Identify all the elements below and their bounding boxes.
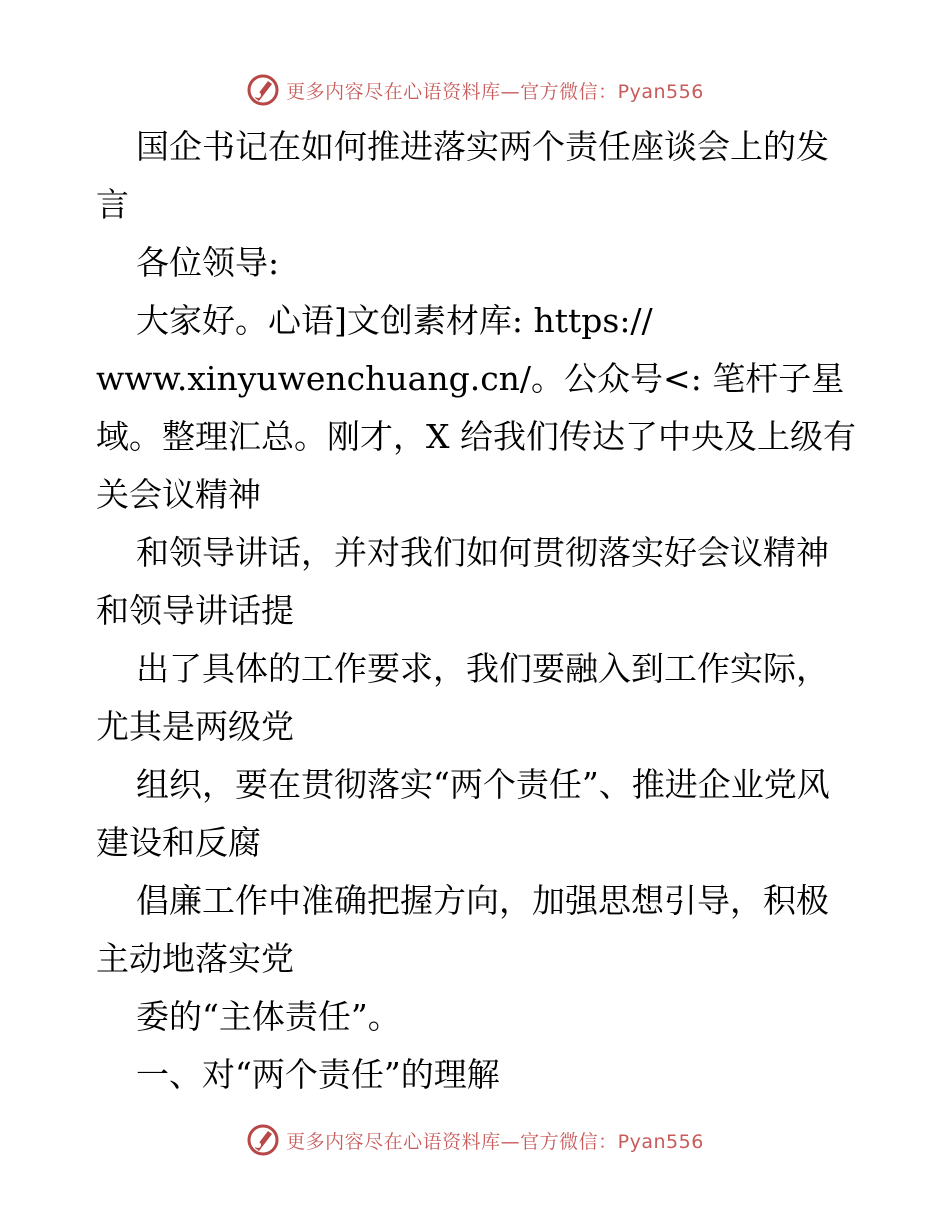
salutation: 各位领导:	[136, 243, 280, 282]
paragraph: 倡廉工作中准确把握方向，加强思想引导，积极主动地落实党	[96, 881, 829, 978]
paragraph: 委的“主体责任”。	[136, 997, 401, 1036]
paragraph: 出了具体的工作要求，我们要融入到工作实际，尤其是两级党	[96, 649, 829, 746]
document-body	[96, 118, 856, 1104]
paragraph: 大家好。心语]文创素材库: https:// www.xinyuwenchuang.cn/。公众号<: 笔杆子星 域。整理汇总。刚才，X 给我们传达了中央及上级有关会议精神	[96, 301, 856, 514]
pen-logo-icon	[246, 73, 280, 107]
footer-watermark-banner	[0, 1120, 950, 1160]
paragraph: 和领导讲话，并对我们如何贯彻落实好会议精神和领导讲话提	[96, 533, 829, 630]
pen-logo-icon	[246, 1123, 280, 1157]
paragraph: 组织，要在贯彻落实“两个责任”、推进企业党风建设和反腐	[96, 765, 830, 862]
document-title: 国企书记在如何推进落实两个责任座谈会上的发言	[96, 127, 829, 224]
section-heading: 一、对“两个责任”的理解	[136, 1055, 500, 1094]
watermark-text: 更多内容尽在心语资料库—官方微信：Pyan556	[286, 1130, 704, 1153]
watermark-text: 更多内容尽在心语资料库—官方微信：Pyan556	[286, 80, 704, 103]
header-watermark-banner	[0, 70, 950, 110]
